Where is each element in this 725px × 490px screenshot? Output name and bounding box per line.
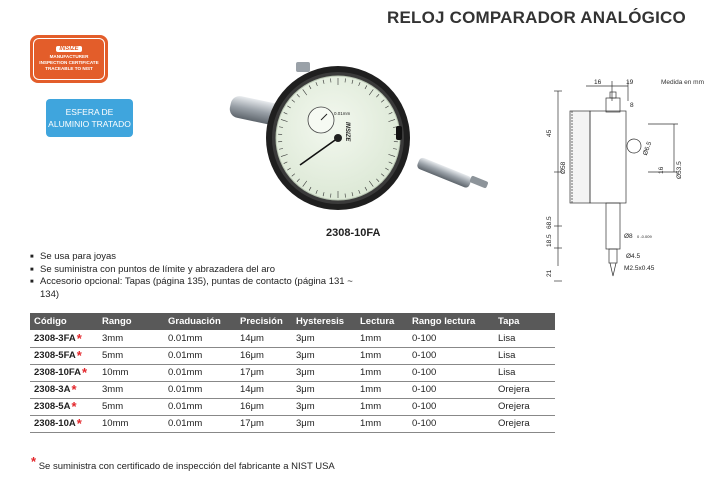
certificate-brand: INSIZE — [56, 46, 81, 52]
cell-range: 3mm — [98, 330, 164, 347]
cell-reading: 1mm — [356, 330, 408, 347]
table-row — [30, 381, 555, 398]
table-row — [30, 398, 555, 415]
aluminum-dial-badge — [46, 99, 133, 137]
cell-graduation: 0.01mm — [164, 415, 236, 432]
dim-45: 45 — [546, 129, 553, 137]
cell-code: 2308-3A* — [30, 381, 98, 398]
dim-8-stem: Ø8 — [624, 233, 633, 240]
cell-reading: 1mm — [356, 381, 408, 398]
dim-53-5: Ø53.5 — [676, 161, 683, 179]
dim-21: 21 — [546, 269, 553, 277]
header-cap: Tapa — [494, 313, 555, 330]
spec-table — [30, 313, 555, 433]
feature-item: ■ Accesorio opcional: Tapas (página 135), puntas de contacto (página 131 ~ 134) — [30, 276, 370, 301]
cell-code: 2308-10A* — [30, 415, 98, 432]
cell-hysteresis: 3μm — [292, 398, 356, 415]
cell-range: 10mm — [98, 364, 164, 381]
dim-16-b: 16 — [658, 166, 665, 174]
star-mark: * — [71, 399, 77, 414]
cell-reading-range: 0-100 — [408, 347, 494, 364]
cell-precision: 14μm — [236, 330, 292, 347]
header-hysteresis: Hysteresis — [292, 313, 356, 330]
cell-code: 2308-5A* — [30, 398, 98, 415]
certificate-line: INSPECTION CERTIFICATE — [39, 60, 99, 65]
cell-hysteresis: 3μm — [292, 364, 356, 381]
cell-reading-range: 0-100 — [408, 330, 494, 347]
header-reading-range: Rango lectura — [408, 313, 494, 330]
cell-precision: 16μm — [236, 398, 292, 415]
cell-cap: Lisa — [494, 347, 555, 364]
cell-reading: 1mm — [356, 398, 408, 415]
lug — [296, 62, 310, 72]
cell-code: 2308-3FA* — [30, 330, 98, 347]
cell-hysteresis: 3μm — [292, 347, 356, 364]
star-mark: * — [76, 416, 82, 431]
header-code: Código — [30, 313, 98, 330]
cell-code: 2308-5FA* — [30, 347, 98, 364]
cell-precision: 17μm — [236, 364, 292, 381]
cell-precision: 17μm — [236, 415, 292, 432]
dim-58: Ø58 — [560, 161, 567, 174]
dim-18-5: 18.5 — [546, 234, 553, 247]
cell-cap: Orejera — [494, 398, 555, 415]
star-mark: * — [82, 365, 88, 380]
cell-hysteresis: 3μm — [292, 415, 356, 432]
cell-reading: 1mm — [356, 415, 408, 432]
table-row — [30, 347, 555, 364]
cell-reading: 1mm — [356, 364, 408, 381]
cell-hysteresis: 3μm — [292, 381, 356, 398]
dim-8: 8 — [630, 102, 634, 109]
header-precision: Precisión — [236, 313, 292, 330]
dim-4-5: Ø4.5 — [626, 253, 641, 260]
header-range: Rango — [98, 313, 164, 330]
dim-6-5: Ø6.5 — [641, 140, 654, 157]
header-graduation: Graduación — [164, 313, 236, 330]
cell-cap: Orejera — [494, 415, 555, 432]
cell-graduation: 0.01mm — [164, 381, 236, 398]
cell-range: 10mm — [98, 415, 164, 432]
table-row — [30, 330, 555, 347]
badge-line-2: ALUMINIO TRATADO — [48, 119, 131, 129]
cell-cap: Lisa — [494, 364, 555, 381]
inspection-certificate-logo — [30, 35, 108, 83]
footnote — [30, 454, 335, 472]
cell-reading-range: 0-100 — [408, 415, 494, 432]
star-mark: * — [76, 330, 82, 346]
cell-reading-range: 0-100 — [408, 364, 494, 381]
dial-graduation: 0.01mm — [334, 111, 351, 116]
dim-8-tolerance: 0 -0.009 — [637, 234, 652, 239]
cell-graduation: 0.01mm — [164, 347, 236, 364]
stem-bottom — [416, 157, 472, 189]
cell-range: 5mm — [98, 347, 164, 364]
dim-19: 19 — [626, 79, 634, 86]
cell-reading: 1mm — [356, 347, 408, 364]
cell-cap: Lisa — [494, 330, 555, 347]
technical-drawing — [548, 76, 698, 286]
dial-brand: INSIZE — [344, 122, 350, 142]
cell-range: 3mm — [98, 381, 164, 398]
cell-code: 2308-10FA* — [30, 364, 98, 381]
needle-hub — [334, 134, 342, 142]
dim-thread: M2.5x0.45 — [624, 265, 655, 272]
cell-graduation: 0.01mm — [164, 398, 236, 415]
footnote-star: * — [31, 454, 37, 469]
table-row — [30, 364, 555, 381]
page-title: RELOJ COMPARADOR ANALÓGICO — [387, 8, 686, 27]
header-reading: Lectura — [356, 313, 408, 330]
footnote-text: Se suministra con certificado de inspección del fabricante a NIST USA — [38, 461, 335, 472]
unit-note: Medida en mm — [661, 79, 704, 86]
cell-reading-range: 0-100 — [408, 381, 494, 398]
cell-graduation: 0.01mm — [164, 364, 236, 381]
star-mark: * — [71, 382, 77, 397]
certificate-line: TRACEABLE TO NIST — [45, 66, 93, 71]
certificate-line: MANUFACTURER — [49, 54, 89, 59]
badge-line-1: ESFERA DE — [65, 107, 114, 117]
dial-indicator-photo — [228, 60, 498, 230]
contact-tip — [469, 175, 488, 188]
cell-precision: 14μm — [236, 381, 292, 398]
feature-list — [30, 251, 370, 301]
dim-16: 16 — [594, 79, 602, 86]
cell-cap: Orejera — [494, 381, 555, 398]
model-label: 2308-10FA — [326, 227, 381, 239]
cell-graduation: 0.01mm — [164, 330, 236, 347]
cell-range: 5mm — [98, 398, 164, 415]
dim-68-5: 68.5 — [546, 216, 553, 229]
limit-pointer — [396, 126, 402, 140]
star-mark: * — [76, 348, 82, 363]
feature-item: ■ Se suministra con puntos de límite y abrazadera del aro — [30, 264, 370, 277]
table-row — [30, 415, 555, 432]
feature-item: ■ Se usa para joyas — [30, 251, 370, 264]
cell-reading-range: 0-100 — [408, 398, 494, 415]
spec-table-header — [30, 313, 555, 330]
cell-hysteresis: 3μm — [292, 330, 356, 347]
cell-precision: 16μm — [236, 347, 292, 364]
